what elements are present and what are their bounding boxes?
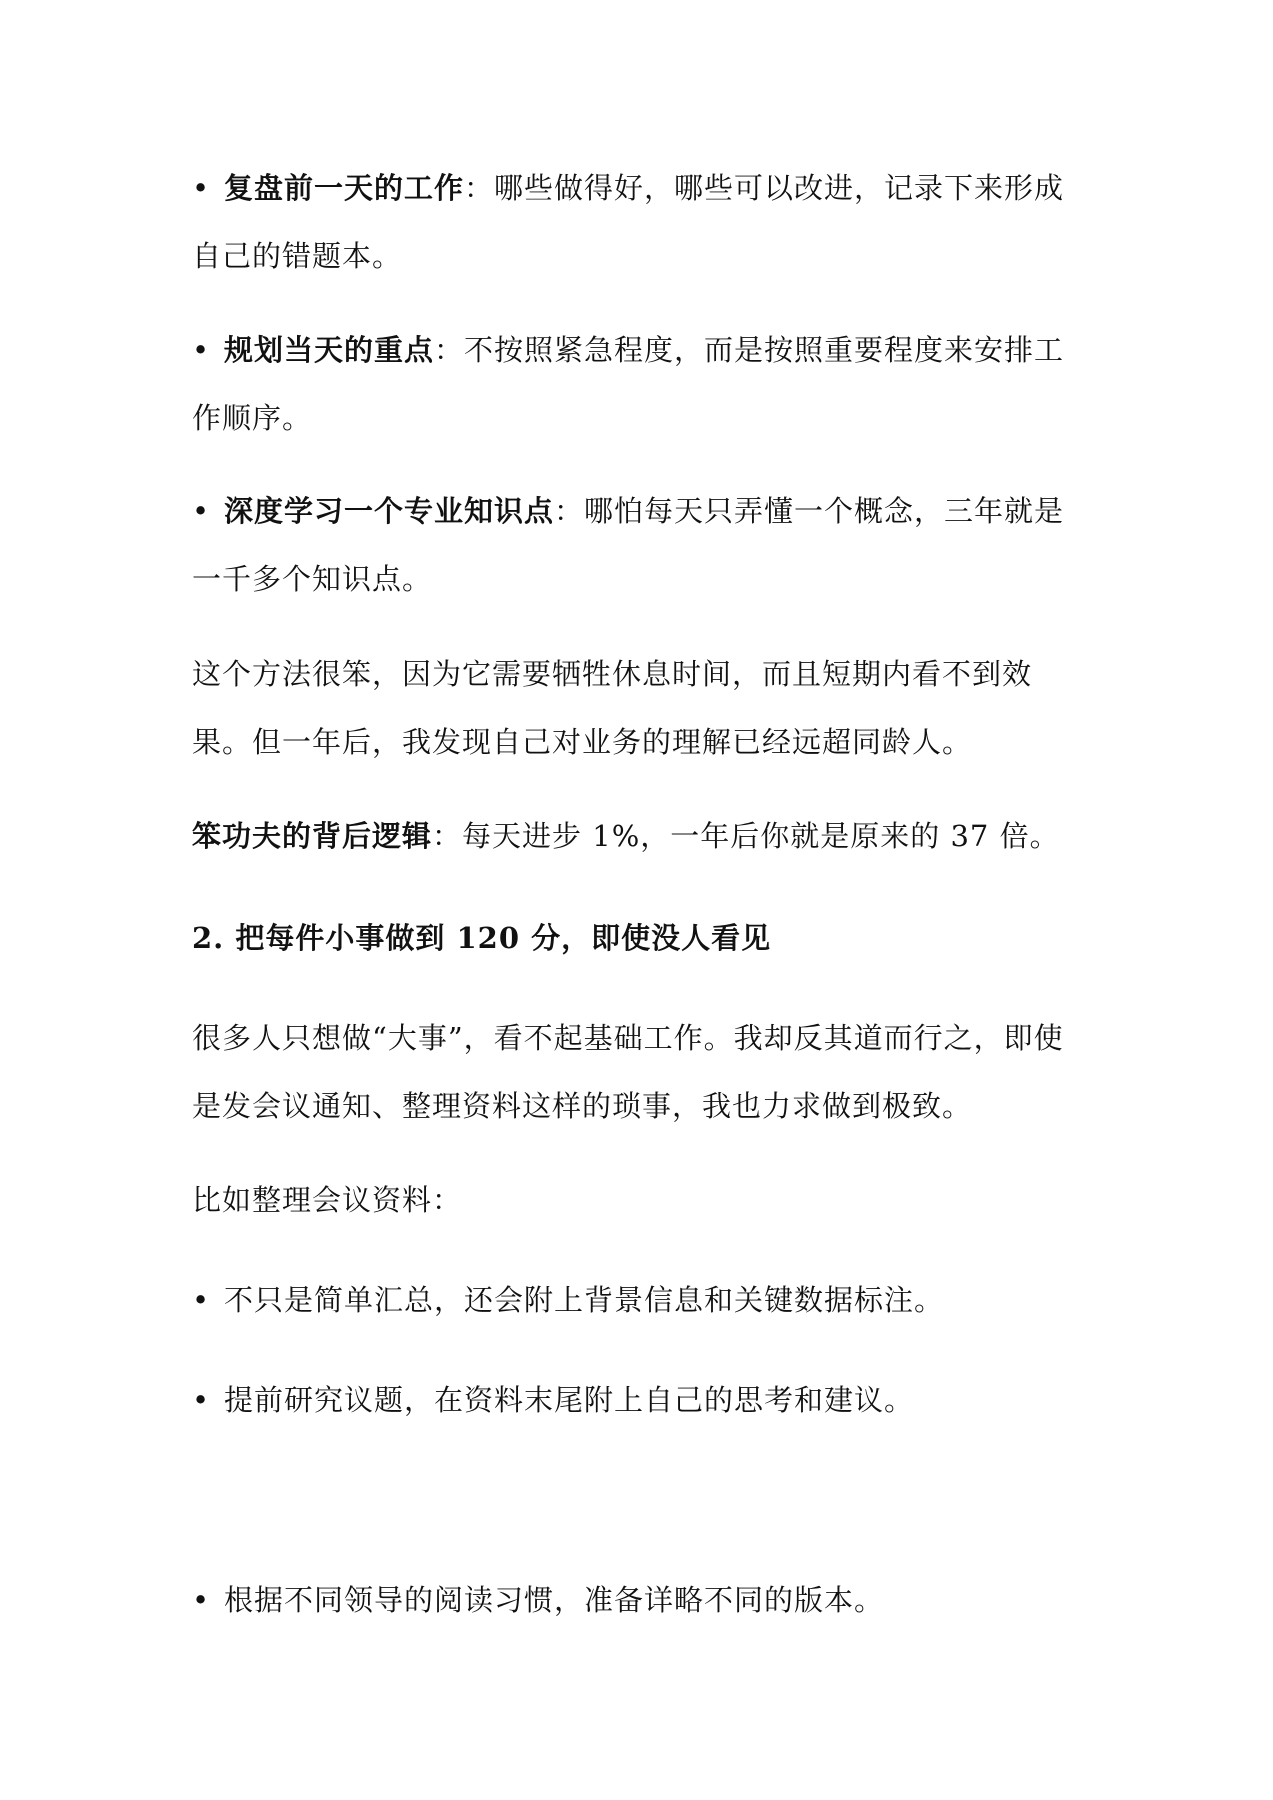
bullet-text: 根据不同领导的阅读习惯，准备详略不同的版本。 bbox=[224, 1583, 885, 1617]
separator: ： bbox=[432, 819, 463, 853]
bullet-item-research bbox=[192, 1366, 1082, 1434]
bullet-item-summary bbox=[192, 1266, 1082, 1334]
bullet-item-learn bbox=[192, 477, 1082, 613]
bullet-icon: • bbox=[192, 333, 211, 367]
paragraph-small-things: 很多人只想做“大事”，看不起基础工作。我却反其道而行之，即使是发会议通知、整理资料这样的琐事，我也力求做到极致。 bbox=[192, 1021, 1064, 1123]
bullet-item-versions bbox=[192, 1566, 1082, 1634]
logic-text: 每天进步 1%，一年后你就是原来的 37 倍。 bbox=[462, 819, 1060, 853]
bullet-text: 不只是简单汇总，还会附上背景信息和关键数据标注。 bbox=[224, 1283, 945, 1317]
bullet-icon: • bbox=[192, 494, 211, 528]
bullet-text: 提前研究议题，在资料末尾附上自己的思考和建议。 bbox=[224, 1383, 915, 1417]
logic-title: 笨功夫的背后逻辑 bbox=[192, 819, 433, 853]
bullet-text: 哪些做得好，哪些可以改进，记录下来形成自己的错题本。 bbox=[192, 171, 1065, 273]
bullet-title: 规划当天的重点 bbox=[224, 333, 435, 367]
paragraph-method: 这个方法很笨，因为它需要牺牲休息时间，而且短期内看不到效果。但一年后，我发现自己对业务的理解已经远超同龄人。 bbox=[192, 657, 1033, 759]
paragraph-example: 比如整理会议资料： bbox=[192, 1183, 463, 1217]
bullet-text: 不按照紧急程度，而是按照重要程度来安排工作顺序。 bbox=[192, 333, 1065, 435]
separator: ： bbox=[554, 494, 585, 528]
bullet-icon: • bbox=[192, 1383, 211, 1417]
bullet-icon: • bbox=[192, 171, 211, 205]
bullet-title: 深度学习一个专业知识点 bbox=[224, 494, 555, 528]
bullet-icon: • bbox=[192, 1283, 211, 1317]
paragraph-logic bbox=[192, 802, 1082, 870]
bullet-title: 复盘前一天的工作 bbox=[224, 171, 465, 205]
separator: ： bbox=[434, 333, 465, 367]
bullet-item-plan bbox=[192, 316, 1082, 452]
separator: ： bbox=[464, 171, 495, 205]
bullet-item-review bbox=[192, 154, 1082, 290]
bullet-text: 哪怕每天只弄懂一个概念，三年就是一千多个知识点。 bbox=[192, 494, 1065, 596]
bullet-icon: • bbox=[192, 1583, 211, 1617]
section-heading: 2. 把每件小事做到 120 分，即使没人看见 bbox=[192, 921, 772, 955]
